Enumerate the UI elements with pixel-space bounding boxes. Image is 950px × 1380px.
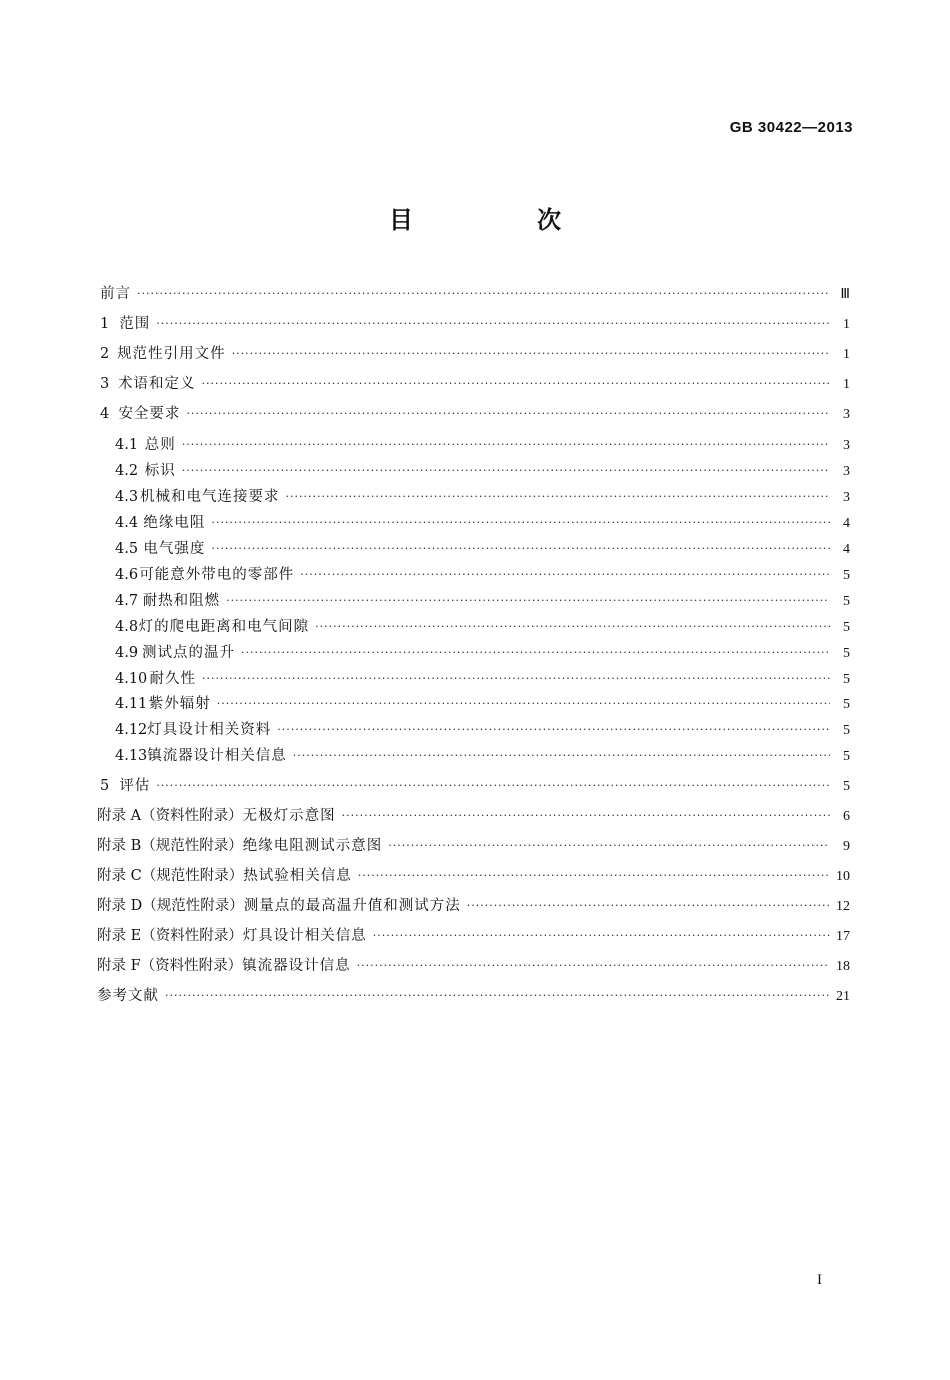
toc-entry-number: 4.8 (115, 619, 139, 635)
toc-entry-label: 安全要求 (118, 406, 181, 422)
toc-entry-annex-f[interactable] (97, 956, 850, 976)
toc-entry-4-11[interactable] (115, 694, 850, 714)
toc-entry-number: 4.1 (115, 437, 139, 453)
toc-entry-label: 标识 (144, 463, 176, 479)
toc-leader-dots (358, 866, 830, 886)
toc-entry-number: 4.4 (115, 515, 139, 531)
toc-entry-page: 5 (843, 672, 850, 687)
toc-entry-page: 5 (843, 620, 850, 635)
toc-entry-label: 术语和定义 (118, 376, 196, 392)
toc-entry-4-6[interactable] (115, 565, 850, 585)
toc-entry-4-1[interactable] (115, 435, 850, 455)
toc-entry-label: 测试点的温升 (142, 645, 235, 661)
toc-entry-label: 参考文献 (97, 988, 159, 1004)
toc-entry-4-5[interactable] (115, 539, 850, 559)
toc-entry-number: 附录 A（资料性附录） (97, 808, 243, 824)
toc-entry-number: 附录 B（规范性附录） (97, 838, 243, 854)
toc-entry-number: 附录 D（规范性附录） (97, 898, 244, 914)
toc-leader-dots (342, 806, 830, 826)
toc-entry-bibliography[interactable] (97, 986, 850, 1006)
toc-entry-page: 12 (836, 899, 850, 914)
toc-entry-label: 耐久性 (149, 671, 197, 687)
toc-entry-label: 紫外辐射 (148, 696, 211, 712)
toc-entry-number: 4.10 (115, 671, 148, 687)
toc-entry-page: 17 (836, 929, 850, 944)
toc-entry-label: 无极灯示意图 (242, 808, 336, 824)
toc-leader-dots (388, 836, 830, 856)
standard-number: GB 30422—2013 (729, 119, 853, 136)
toc-entry-label: 评估 (119, 778, 151, 794)
toc-entry-page: 3 (843, 490, 850, 505)
toc-leader-dots (137, 284, 830, 304)
toc-entry-page: 5 (843, 594, 850, 609)
toc-entry-page: 6 (843, 809, 850, 824)
toc-entry-label: 绝缘电阻测试示意图 (242, 838, 383, 854)
toc-leader-dots (165, 986, 830, 1006)
toc-entry-foreword[interactable] (100, 284, 850, 304)
toc-entry-page: 1 (843, 377, 850, 392)
toc-leader-dots (232, 344, 830, 364)
toc-entry-number: 4.11 (115, 696, 148, 712)
toc-entry-number: 4.13 (115, 748, 148, 764)
toc-entry-number: 4.7 (115, 593, 139, 609)
toc-entry-label: 热试验相关信息 (243, 868, 352, 884)
toc-entry-page: 18 (836, 959, 850, 974)
toc-entry-page: 3 (843, 438, 850, 453)
toc-entry-4-2[interactable] (115, 461, 850, 481)
toc-entry-label: 灯具设计相关资料 (147, 722, 272, 738)
toc-entry-label: 绝缘电阻 (143, 515, 206, 531)
toc-leader-dots (293, 746, 830, 766)
toc-entry-3[interactable] (100, 374, 850, 394)
toc-entry-page: Ⅲ (840, 287, 850, 302)
toc-leader-dots (357, 956, 830, 976)
toc-entry-label: 范围 (119, 316, 151, 332)
toc-entry-page: 3 (843, 407, 850, 422)
toc-leader-dots (373, 926, 830, 946)
toc-leader-dots (467, 896, 830, 916)
toc-leader-dots (211, 539, 830, 559)
toc-entry-page: 5 (843, 697, 850, 712)
toc-entry-4-10[interactable] (115, 669, 850, 689)
toc-entry-label: 前言 (100, 286, 131, 302)
toc-leader-dots (217, 694, 830, 714)
toc-entry-page: 5 (843, 749, 850, 764)
toc-entry-page: 3 (843, 464, 850, 479)
toc-leader-dots (315, 617, 830, 637)
toc-leader-dots (202, 374, 830, 394)
toc-entry-number: 4.9 (115, 645, 139, 661)
toc-entry-annex-c[interactable] (97, 866, 850, 886)
toc-entry-number: 4.6 (115, 567, 139, 583)
toc-leader-dots (156, 776, 830, 796)
toc-entry-page: 5 (843, 646, 850, 661)
toc-entry-label: 电气强度 (143, 541, 206, 557)
toc-leader-dots (226, 591, 830, 611)
toc-entry-number: 1 (100, 316, 110, 332)
toc-entry-number: 4.3 (115, 489, 139, 505)
toc-entry-label: 镇流器设计信息 (242, 958, 351, 974)
toc-entry-annex-e[interactable] (97, 926, 850, 946)
toc-entry-4-12[interactable] (115, 720, 850, 740)
toc-entry-page: 1 (843, 347, 850, 362)
toc-entry-4-4[interactable] (115, 513, 850, 533)
toc-entry-annex-b[interactable] (97, 836, 850, 856)
toc-leader-dots (182, 461, 830, 481)
toc-entry-label: 测量点的最高温升值和测试方法 (243, 898, 461, 914)
toc-entry-page: 5 (843, 723, 850, 738)
toc-entry-page: 5 (843, 779, 850, 794)
toc-entry-label: 总则 (144, 437, 176, 453)
toc-leader-dots (241, 643, 830, 663)
toc-entry-number: 5 (100, 778, 110, 794)
toc-entry-number: 4 (100, 406, 110, 422)
toc-entry-number: 附录 E（资料性附录） (97, 928, 243, 944)
toc-entry-label: 机械和电气连接要求 (139, 489, 280, 505)
toc-entry-5[interactable] (100, 776, 850, 796)
toc-entry-page: 21 (836, 989, 850, 1004)
toc-entry-page: 9 (843, 839, 850, 854)
toc-leader-dots (300, 565, 830, 585)
toc-leader-dots (182, 435, 830, 455)
page-number: I (817, 1272, 822, 1288)
toc-entry-annex-d[interactable] (97, 896, 850, 916)
toc-entry-number: 附录 F（资料性附录） (97, 958, 243, 974)
toc-entry-4-13[interactable] (115, 746, 850, 766)
toc-entry-page: 10 (836, 869, 850, 884)
toc-entry-number: 附录 C（规范性附录） (97, 868, 244, 884)
toc-entry-label: 镇流器设计相关信息 (147, 748, 287, 764)
toc-entry-4[interactable] (100, 404, 850, 424)
toc-leader-dots (202, 669, 830, 689)
toc-entry-page: 1 (843, 317, 850, 332)
toc-entry-number: 4.12 (115, 722, 148, 738)
toc-leader-dots (285, 487, 830, 507)
toc-entry-2[interactable] (100, 344, 850, 364)
toc-entry-label: 可能意外带电的零部件 (139, 567, 295, 583)
toc-entry-number: 4.2 (115, 463, 139, 479)
toc-entry-page: 4 (843, 542, 850, 557)
toc-entry-4-7[interactable] (115, 591, 850, 611)
toc-leader-dots (211, 513, 830, 533)
toc-entry-label: 灯具设计相关信息 (242, 928, 367, 944)
toc-entry-page: 5 (843, 568, 850, 583)
toc-entry-4-8[interactable] (115, 617, 850, 637)
toc-leader-dots (156, 314, 830, 334)
toc-entry-label: 灯的爬电距离和电气间隙 (138, 619, 310, 635)
toc-entry-number: 2 (100, 346, 110, 362)
page-title: 目 次 (389, 205, 611, 234)
toc-leader-dots (277, 720, 830, 740)
toc-entry-label: 耐热和阻燃 (142, 593, 221, 609)
toc-entry-label: 规范性引用文件 (117, 346, 226, 362)
toc-entry-page: 4 (843, 516, 850, 531)
toc-entry-number: 3 (100, 376, 110, 392)
toc-entry-1[interactable] (100, 314, 850, 334)
toc-entry-4-9[interactable] (115, 643, 850, 663)
toc-entry-number: 4.5 (115, 541, 139, 557)
toc-entry-4-3[interactable] (115, 487, 850, 507)
toc-leader-dots (186, 404, 830, 424)
toc-entry-annex-a[interactable] (97, 806, 850, 826)
